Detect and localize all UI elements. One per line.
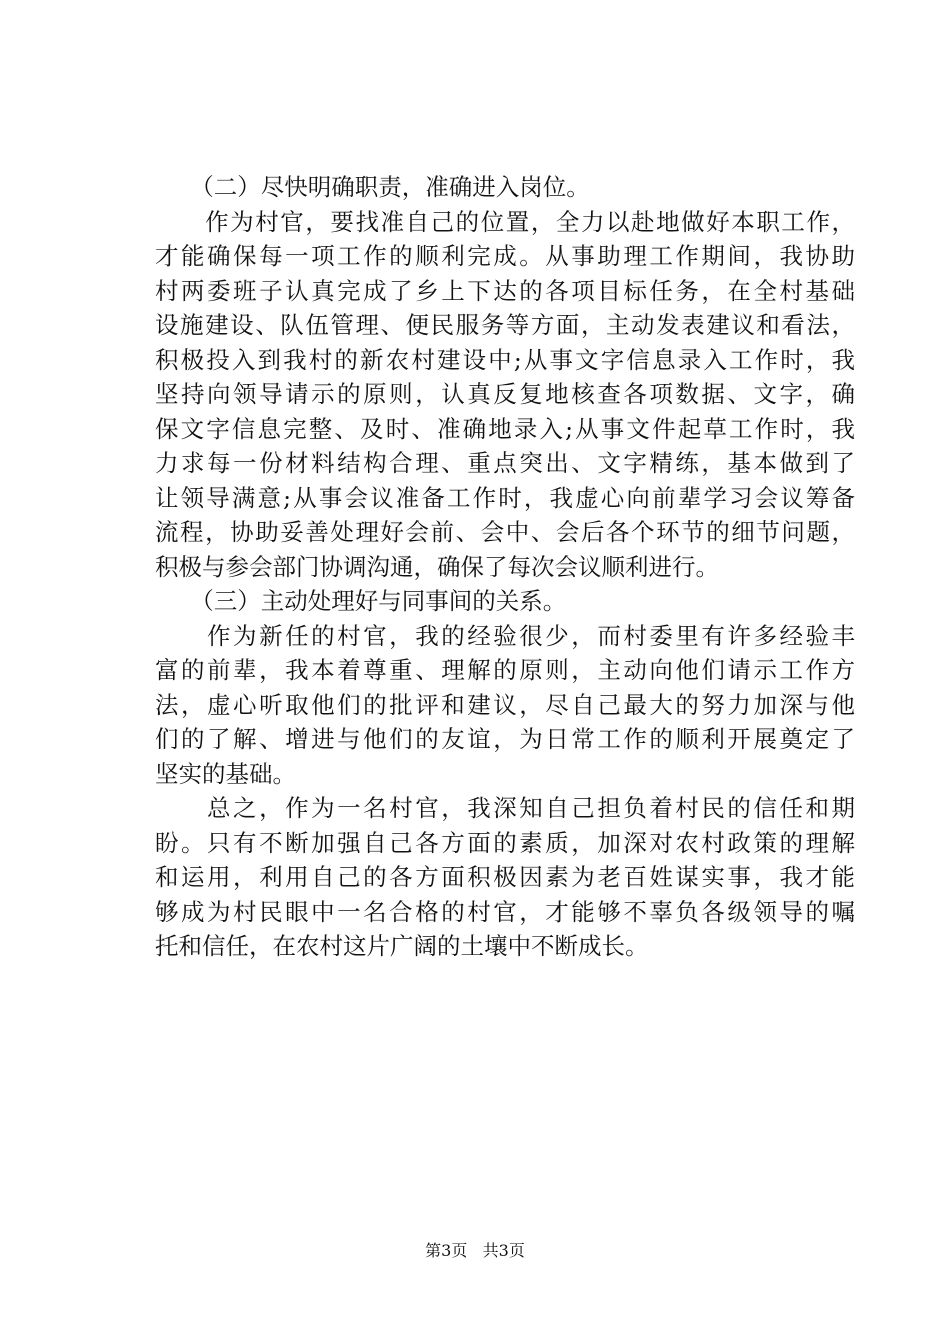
text-line: 才能确保每一项工作的顺利完成。从事助理工作期间，我协助 — [155, 242, 855, 270]
text-line: 和运用，利用自己的各方面积极因素为老百姓谋实事，我才能 — [155, 863, 855, 891]
text-line: 够成为村民眼中一名合格的村官，才能够不辜负各级领导的嘱 — [155, 897, 855, 926]
text-line: （二）尽快明确职责，准确进入岗位。 — [155, 173, 590, 201]
text-line: 总之，作为一名村官，我深知自己担负着村民的信任和期 — [155, 794, 855, 822]
text-line: 设施建设、队伍管理、便民服务等方面，主动发表建议和看法， — [155, 311, 855, 339]
text-line: 积极投入到我村的新农村建设中;从事文字信息录入工作时，我 — [155, 345, 855, 374]
page-number-current: 第3页 — [425, 1241, 468, 1260]
text-line: 力求每一份材料结构合理、重点突出、文字精练，基本做到了 — [155, 449, 855, 477]
page-number-separator — [472, 1241, 477, 1260]
text-line: 盼。只有不断加强自己各方面的素质，加深对农村政策的理解 — [155, 828, 855, 857]
text-line: 保文字信息完整、及时、准确地录入;从事文件起草工作时，我 — [155, 414, 855, 443]
text-line: 让领导满意;从事会议准备工作时，我虚心向前辈学习会议筹备 — [155, 483, 855, 512]
text-line: 法，虚心听取他们的批评和建议，尽自己最大的努力加深与他 — [155, 690, 855, 719]
document-body — [155, 170, 855, 964]
text-line: 村两委班子认真完成了乡上下达的各项目标任务，在全村基础 — [155, 276, 855, 305]
page-number-total: 共3页 — [482, 1241, 525, 1260]
page-footer — [0, 1241, 950, 1261]
text-line: 积极与参会部门协调沟通，确保了每次会议顺利进行。 — [155, 552, 719, 581]
text-line: （三）主动处理好与同事间的关系。 — [155, 587, 567, 615]
text-line: 坚实的基础。 — [155, 759, 296, 788]
text-line: 们的了解、增进与他们的友谊，为日常工作的顺利开展奠定了 — [155, 725, 855, 753]
text-line: 坚持向领导请示的原则，认真反复地核查各项数据、文字，确 — [155, 380, 855, 408]
text-line: 富的前辈，我本着尊重、理解的原则，主动向他们请示工作方 — [155, 656, 855, 684]
text-line: 作为新任的村官，我的经验很少，而村委里有许多经验丰 — [155, 621, 855, 650]
text-line: 托和信任，在农村这片广阔的土壤中不断成长。 — [155, 932, 649, 960]
text-line: 流程，协助妥善处理好会前、会中、会后各个环节的细节问题， — [155, 518, 855, 546]
text-line: 作为村官，要找准自己的位置，全力以赴地做好本职工作， — [155, 207, 855, 236]
